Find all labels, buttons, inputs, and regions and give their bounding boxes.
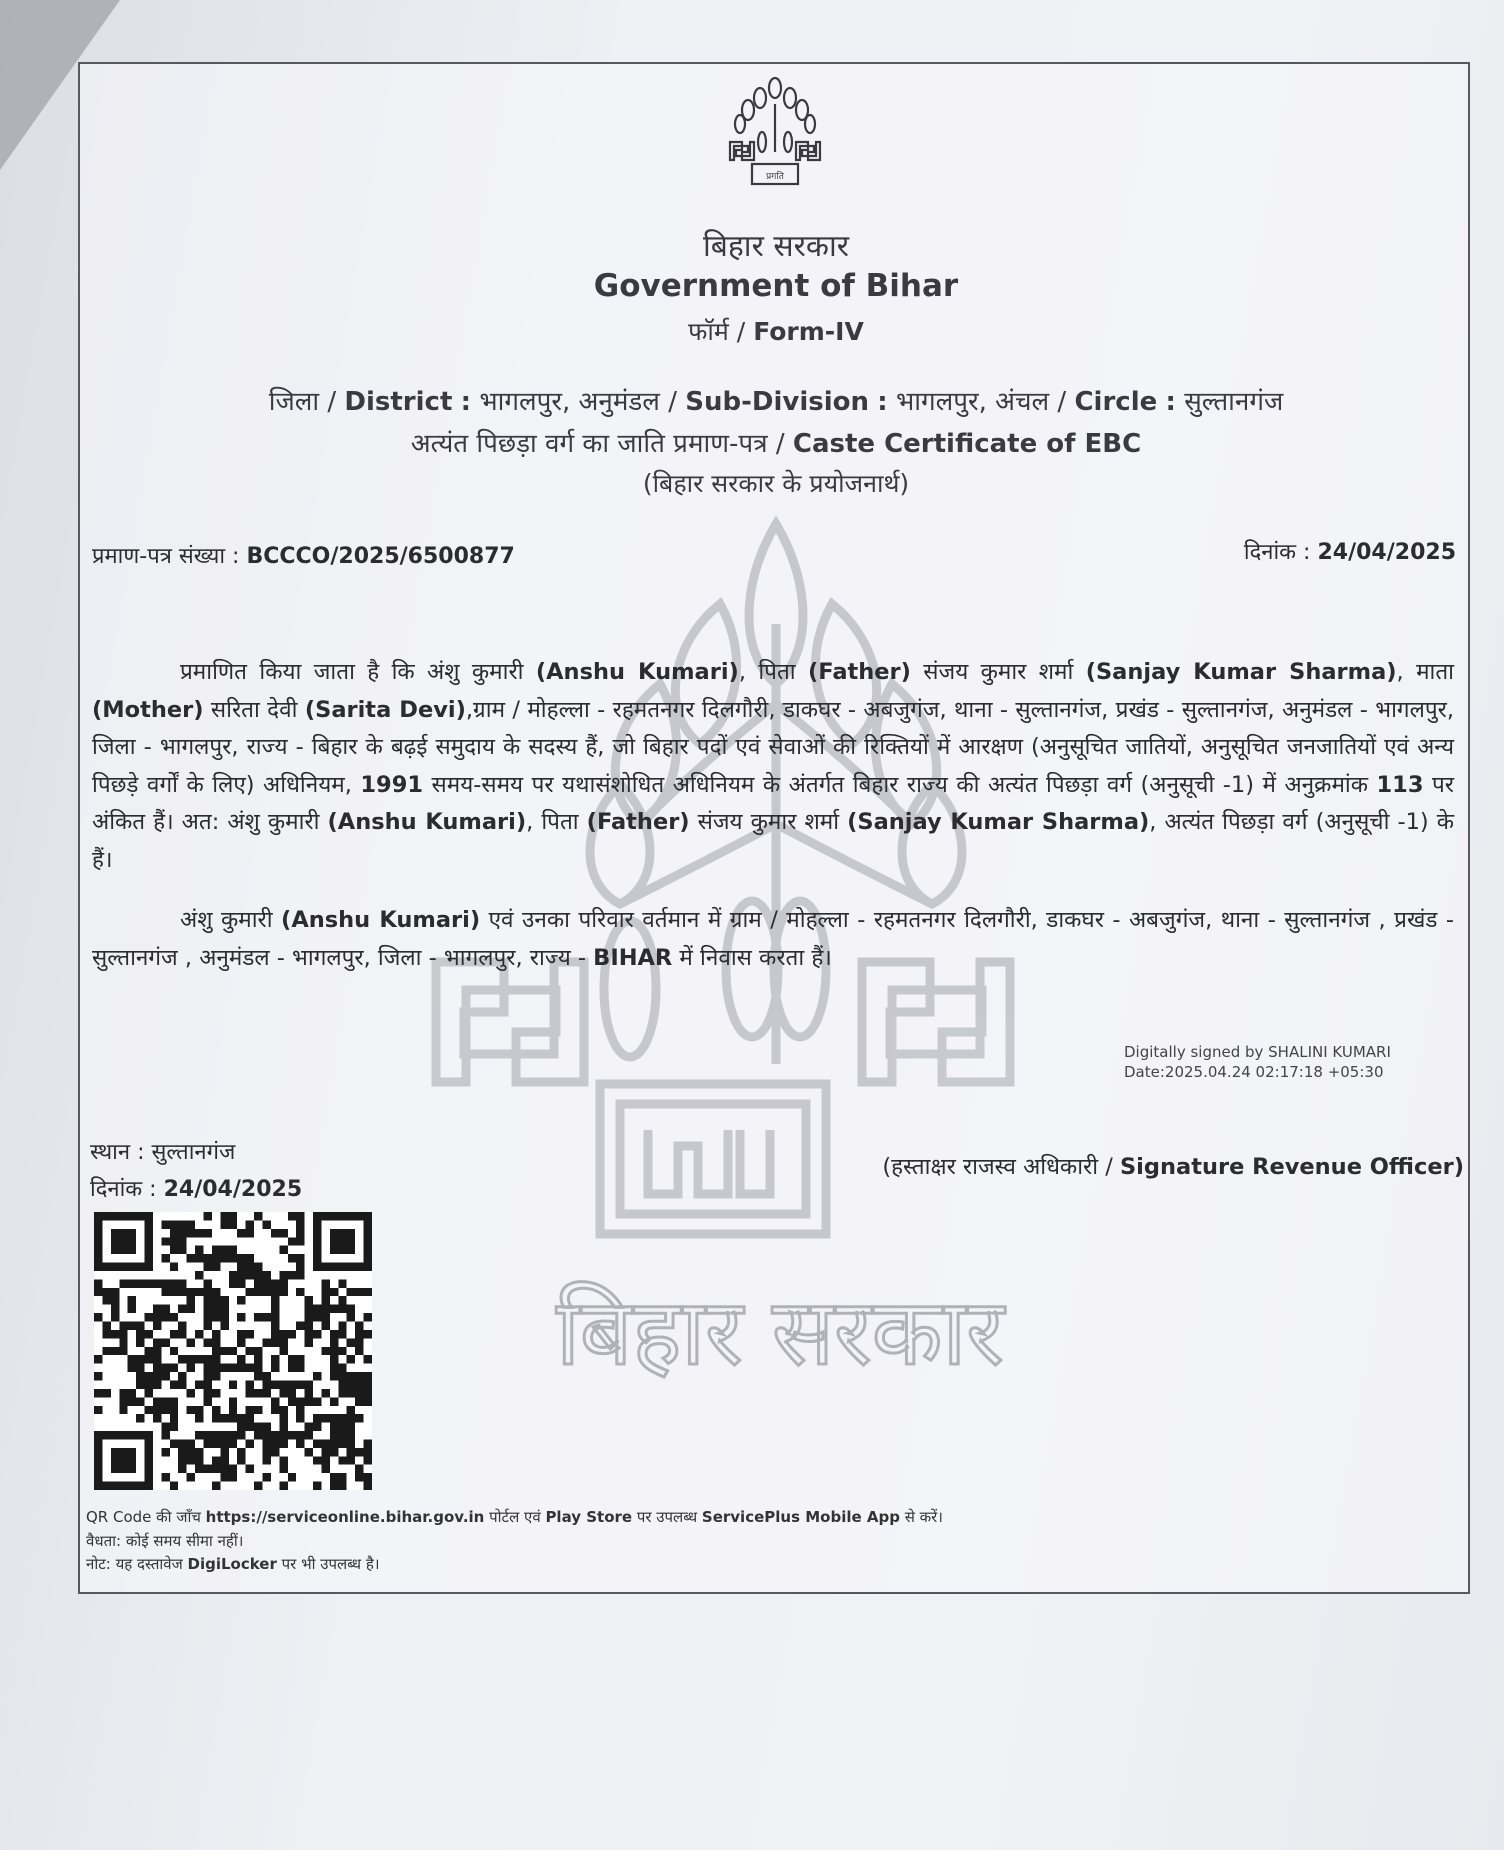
digital-signature [1124, 1042, 1391, 1082]
footer-note-text-2: पर भी उपलब्ध है। [276, 1555, 380, 1573]
p2-text-1: अंशु कुमारी [180, 907, 282, 933]
p1-father-tag-2: (Father) [586, 809, 690, 835]
certificate-number: प्रमाण-पत्र संख्या : BCCCO/2025/6500877 [92, 544, 515, 569]
digital-signature-line-1: Digitally signed by SHALINI KUMARI [1124, 1043, 1391, 1061]
p1-text-2: , पिता [738, 659, 808, 685]
qr-code[interactable] [94, 1212, 372, 1490]
footer-play-store: Play Store [545, 1508, 633, 1526]
footer-qr-text: QR Code की जाँच [86, 1508, 206, 1526]
p2-state-en: BIHAR [593, 944, 673, 971]
p1-mother-en: (Sarita Devi) [304, 696, 466, 723]
emblem-label: प्रगति [766, 172, 784, 182]
footer-line-2: वैधता: कोई समय सीमा नहीं। [86, 1531, 244, 1550]
place-value: सुल्तानगंज [151, 1140, 236, 1165]
certificate-date: दिनांक : 24/04/2025 [1243, 540, 1456, 565]
p1-text-9: , पिता [526, 809, 587, 835]
form-label-hi: फॉर्म [688, 317, 729, 346]
p1-text-10: संजय कुमार शर्मा [689, 809, 848, 835]
place-label: स्थान [90, 1140, 131, 1165]
circle-label-en: Circle [1074, 387, 1158, 417]
p2-name-en: (Anshu Kumari) [281, 907, 481, 933]
district-label-hi: जिला [268, 387, 320, 417]
p2-text-2: एवं उनका परिवार वर्तमान में ग्राम / मोहल्ला - रहमतनगर दिलगौरी, डाकघर - अबजुगंज, थाना - सुल्तानगंज , प्रखंड - सुल्तानगंज , अनुमंडल - भागलपुर, जिला - भागलपुर, राज्य - [92, 907, 1455, 971]
title-english: Government of Bihar [593, 268, 959, 304]
p1-year: 1991 [360, 771, 424, 798]
p1-text-8: पर अंकित हैं। अत: अंशु कुमारी [92, 771, 1454, 835]
footer-line-3 [86, 1553, 943, 1577]
place-line: स्थान : सुल्तानगंज [90, 1140, 236, 1165]
footer-text-4: से करें। [899, 1508, 943, 1526]
circle-label-hi: अंचल [995, 387, 1050, 417]
digital-signature-line-2: Date:2025.04.24 02:17:18 +05:30 [1124, 1063, 1384, 1081]
footer-notes [86, 1506, 943, 1577]
title-hindi: बिहार सरकार [702, 229, 850, 264]
subdivision-label-en: Sub-Division [685, 387, 869, 417]
place-date-block [90, 1134, 302, 1208]
issue-date-value: 24/04/2025 [163, 1177, 303, 1202]
footer-note-text: नोट: यह दस्तावेज [86, 1555, 188, 1573]
officer-caption-en: Signature Revenue Officer) [1119, 1154, 1464, 1180]
footer-app-name: ServicePlus Mobile App [701, 1508, 900, 1526]
p1-serial: 113 [1376, 771, 1424, 798]
district-label-en: District [344, 387, 453, 417]
p1-text-5: सरिता देवी [203, 696, 305, 723]
p1-text-7: समय-समय पर यथासंशोधित अधिनियम के अंतर्गत बिहार राज्य की अत्यंत पिछड़ा वर्ग (अनुसूची -1) में अनुक्रमांक [423, 771, 1377, 798]
district-line: जिला / District : भागलपुर, अनुमंडल / Sub-Division : भागलपुर, अंचल / Circle : सुल्तानगंज [268, 387, 1284, 417]
certificate-paragraph-1 [92, 654, 1454, 879]
subdivision-value: भागलपुर [895, 387, 979, 417]
certificate-paragraph-2 [92, 902, 1454, 977]
form-label-en: Form-IV [753, 317, 864, 346]
p1-text-6: ,ग्राम / मोहल्ला - रहमतनगर दिलगौरी, डाकघर - अबजुगंज, थाना - सुल्तानगंज, प्रखंड - सुल्तानगंज, अनुमंडल - भागलपुर, जिला - भागलपुर, राज्य - बिहार के बढ़ई समुदाय के सदस्य हैं, जो बिहार पदों एवं सेवाओं की रिक्तियों में आरक्षण (अनुसूचित जातियों, अनुसूचित जनजातियों एवं अन्य पिछड़े वर्गों के लिए) अधिनियम, [92, 696, 1454, 798]
p1-mother-tag: (Mother) [92, 696, 204, 723]
footer-text-3: पर उपलब्ध [632, 1508, 702, 1526]
footer-line-1 [86, 1506, 943, 1530]
p1-name-en-2: (Anshu Kumari) [327, 809, 527, 835]
p1-text-11: , अत्यंत पिछड़ा वर्ग (अनुसूची -1) के हैं। [92, 809, 1454, 873]
footer-portal-link[interactable]: https://serviceonline.bihar.gov.in [205, 1508, 485, 1526]
certificate-number-value: BCCCO/2025/6500877 [246, 544, 515, 569]
officer-signature-caption: (हस्ताक्षर राजस्व अधिकारी / Signature Revenue Officer) [882, 1154, 1464, 1180]
p1-father-en: (Sanjay Kumar Sharma) [1085, 659, 1397, 685]
p1-text-3: संजय कुमार शर्मा [910, 659, 1086, 685]
issue-date-label: दिनांक [90, 1177, 143, 1202]
bihar-emblem-logo [720, 74, 830, 194]
p1-text-1: प्रमाणित किया जाता है कि अंशु कुमारी [180, 659, 536, 685]
certificate-number-label: प्रमाण-पत्र संख्या [92, 544, 226, 569]
certificate-title: अत्यंत पिछड़ा वर्ग का जाति प्रमाण-पत्र / Caste Certificate of EBC [410, 429, 1142, 459]
certificate-date-label: दिनांक [1243, 540, 1297, 565]
certificate-document [78, 62, 1470, 1594]
footer-digilocker: DigiLocker [187, 1555, 277, 1573]
certificate-title-hi: अत्यंत पिछड़ा वर्ग का जाति प्रमाण-पत्र [410, 429, 768, 459]
p1-father-en-2: (Sanjay Kumar Sharma) [847, 809, 1150, 835]
p1-text-4: , माता [1396, 659, 1454, 685]
certificate-date-value: 24/04/2025 [1317, 540, 1456, 565]
certificate-title-en: Caste Certificate of EBC [792, 429, 1142, 459]
issue-date-line: दिनांक : 24/04/2025 [90, 1177, 303, 1202]
purpose-line: (बिहार सरकार के प्रयोजनार्थ) [642, 469, 910, 498]
p1-father-tag: (Father) [807, 659, 911, 685]
circle-value: सुल्तानगंज [1184, 387, 1284, 417]
form-title: फॉर्म / Form-IV [688, 317, 864, 346]
officer-caption-hi: (हस्ताक्षर राजस्व अधिकारी [882, 1154, 1099, 1180]
watermark-text: बिहार सरकार [556, 1279, 1004, 1386]
subdivision-label-hi: अनुमंडल [578, 387, 660, 417]
p1-name-en: (Anshu Kumari) [535, 659, 739, 685]
p2-text-3: में निवास करता हैं। [672, 944, 832, 971]
district-value: भागलपुर [479, 387, 563, 417]
footer-text-2: पोर्टल एवं [484, 1508, 546, 1526]
